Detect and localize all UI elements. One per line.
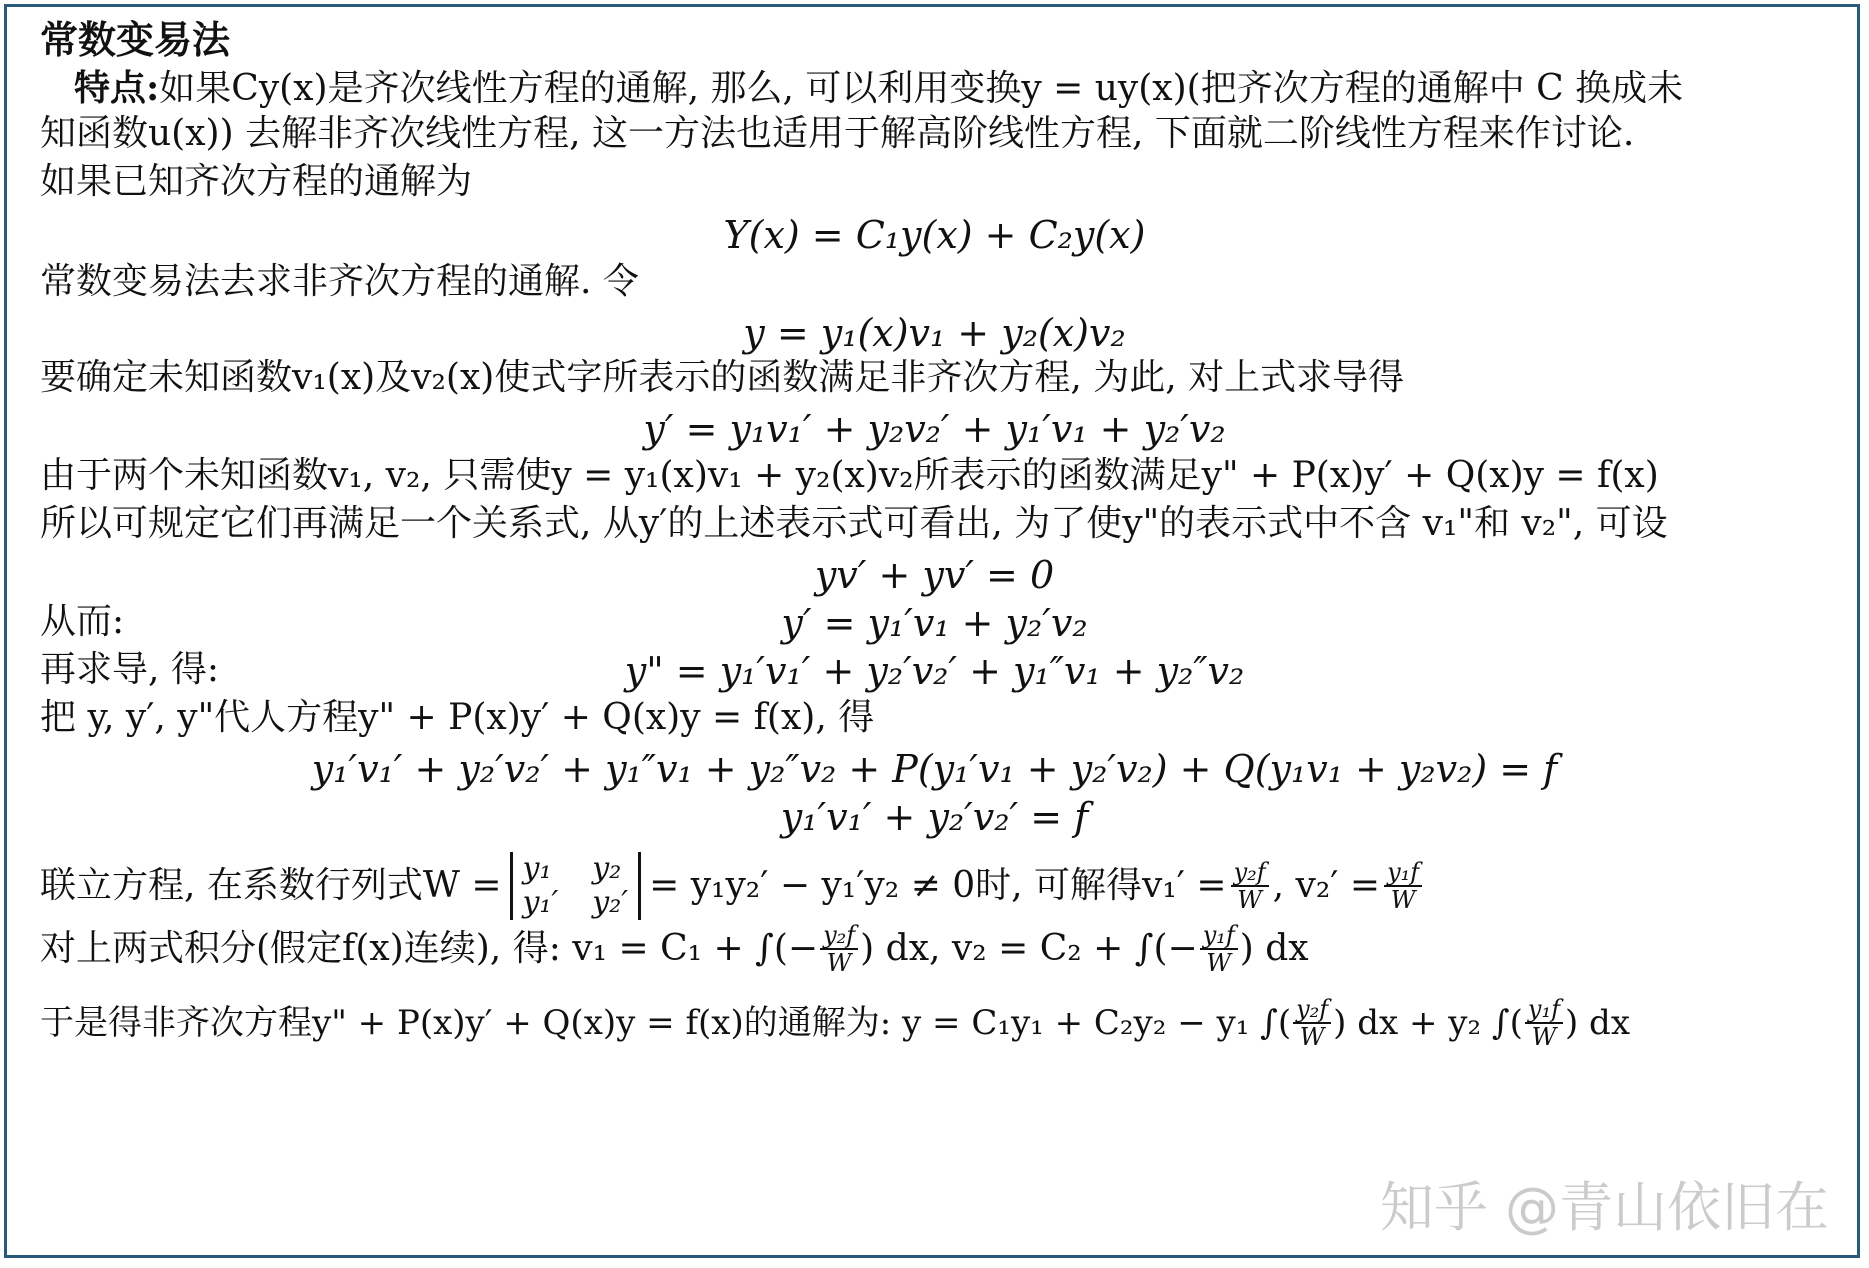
equation-3: y′ = y₁v₁′ + y₂v₂′ + y₁′v₁ + y₂′v₂ (643, 407, 1226, 451)
line-13-mid: ) dx + y₂ ∫( (1333, 1003, 1523, 1043)
fraction-6-den: W (1531, 1023, 1557, 1051)
line-11-mid: , v₂′ = (1272, 865, 1381, 906)
equation-5: y′ = y₁′v₁ + y₂′v₂ (781, 601, 1088, 645)
fraction-5-den: W (1299, 1023, 1325, 1051)
text-line-12 (40, 922, 1309, 976)
text-line-3: 如果已知齐次方程的通解为 (40, 161, 473, 202)
text-line-9-label: 再求导, 得: (40, 649, 220, 690)
det-r1c1: y₁ (522, 851, 552, 886)
line-13-post: ) dx (1564, 1003, 1630, 1043)
equation-7: y₁′v₁′ + y₂′v₂′ + y₁″v₁ + y₂″v₂ + P(y₁′v₁ + y₂′v₂) + Q(y₁v₁ + y₂v₂) = f (311, 747, 1558, 791)
line-12-mid: ) dx, v₂ = C₂ + ∫(− (860, 928, 1198, 969)
line-11-prefix: 联立方程, 在系数行列式W = (40, 865, 502, 906)
watermark: 知乎 @青山依旧在 (1379, 1176, 1829, 1239)
paragraph-1-cont: 知函数u(x)) 去解非齐次线性方程, 这一方法也适用于解高阶线性方程, 下面就二阶线性方程来作讨论. (40, 113, 1635, 154)
fraction-2 (1384, 859, 1422, 913)
fraction-3-num: y₂f (820, 922, 858, 950)
text-line-4: 常数变易法去求非齐次方程的通解. 令 (40, 261, 639, 302)
fraction-4-den: W (1206, 949, 1232, 977)
line-12-prefix: 对上两式积分(假定f(x)连续), 得: v₁ = C₁ + ∫(− (40, 928, 819, 969)
text-line-11 (40, 852, 1426, 920)
paragraph-1-text: 如果Cy(x)是齐次线性方程的通解, 那么, 可以利用变换y = uy(x)(把齐次方程的通解中 C 换成未 (159, 68, 1684, 109)
fraction-3 (820, 922, 858, 976)
fraction-1-num: y₂f (1231, 859, 1269, 887)
equation-2: y = y₁(x)v₁ + y₂(x)v₂ (743, 311, 1126, 355)
equation-8: y₁′v₁′ + y₂′v₂′ = f (780, 795, 1089, 839)
fraction-2-den: W (1390, 886, 1416, 914)
determinant (510, 852, 642, 920)
text-line-13 (40, 996, 1630, 1050)
fraction-1-den: W (1237, 886, 1262, 914)
text-line-8-label: 从而: (40, 601, 125, 642)
equation-1: Y(x) = C₁y(x) + C₂y(x) (723, 213, 1146, 257)
fraction-6 (1525, 996, 1563, 1050)
fraction-4-num: y₁f (1200, 922, 1238, 950)
det-r2c2: y₂′ (592, 885, 629, 920)
text-line-6: 由于两个未知函数v₁, v₂, 只需使y = y₁(x)v₁ + y₂(x)v₂所表示的函数满足y" + P(x)y′ + Q(x)y = f(x) (40, 455, 1659, 496)
equation-6: y" = y₁′v₁′ + y₂′v₂′ + y₁″v₁ + y₂″v₂ (624, 649, 1245, 693)
paragraph-1 (74, 66, 1683, 111)
line-12-post: ) dx (1239, 928, 1309, 969)
text-line-7: 所以可规定它们再满足一个关系式, 从y′的上述表示式可看出, 为了使y"的表示式中不含 v₁"和 v₂", 可设 (40, 503, 1668, 544)
text-line-10: 把 y, y′, y"代人方程y" + P(x)y′ + Q(x)y = f(x), 得 (40, 697, 875, 738)
fraction-5 (1293, 996, 1331, 1050)
fraction-6-num: y₁f (1525, 996, 1563, 1024)
fraction-4 (1200, 922, 1238, 976)
fraction-3-den: W (826, 949, 852, 977)
det-r1c2: y₂ (592, 851, 622, 886)
page-title: 常数变易法 (40, 17, 231, 62)
text-line-5: 要确定未知函数v₁(x)及v₂(x)使式字所表示的函数满足非齐次方程, 为此, 对上式求导得 (40, 357, 1405, 398)
line-13-prefix: 于是得非齐次方程y" + P(x)y′ + Q(x)y = f(x)的通解为: y = C₁y₁ + C₂y₂ − y₁ ∫( (40, 1003, 1292, 1043)
fraction-1 (1231, 859, 1269, 913)
fraction-2-num: y₁f (1384, 859, 1422, 887)
fraction-5-num: y₂f (1293, 996, 1331, 1024)
feature-label: 特点: (74, 67, 160, 109)
line-11-post: = y₁y₂′ − y₁′y₂ ≠ 0时, 可解得v₁′ = (649, 865, 1227, 906)
det-r2c1: y₁′ (522, 885, 559, 920)
equation-4: yv′ + yv′ = 0 (814, 553, 1055, 597)
